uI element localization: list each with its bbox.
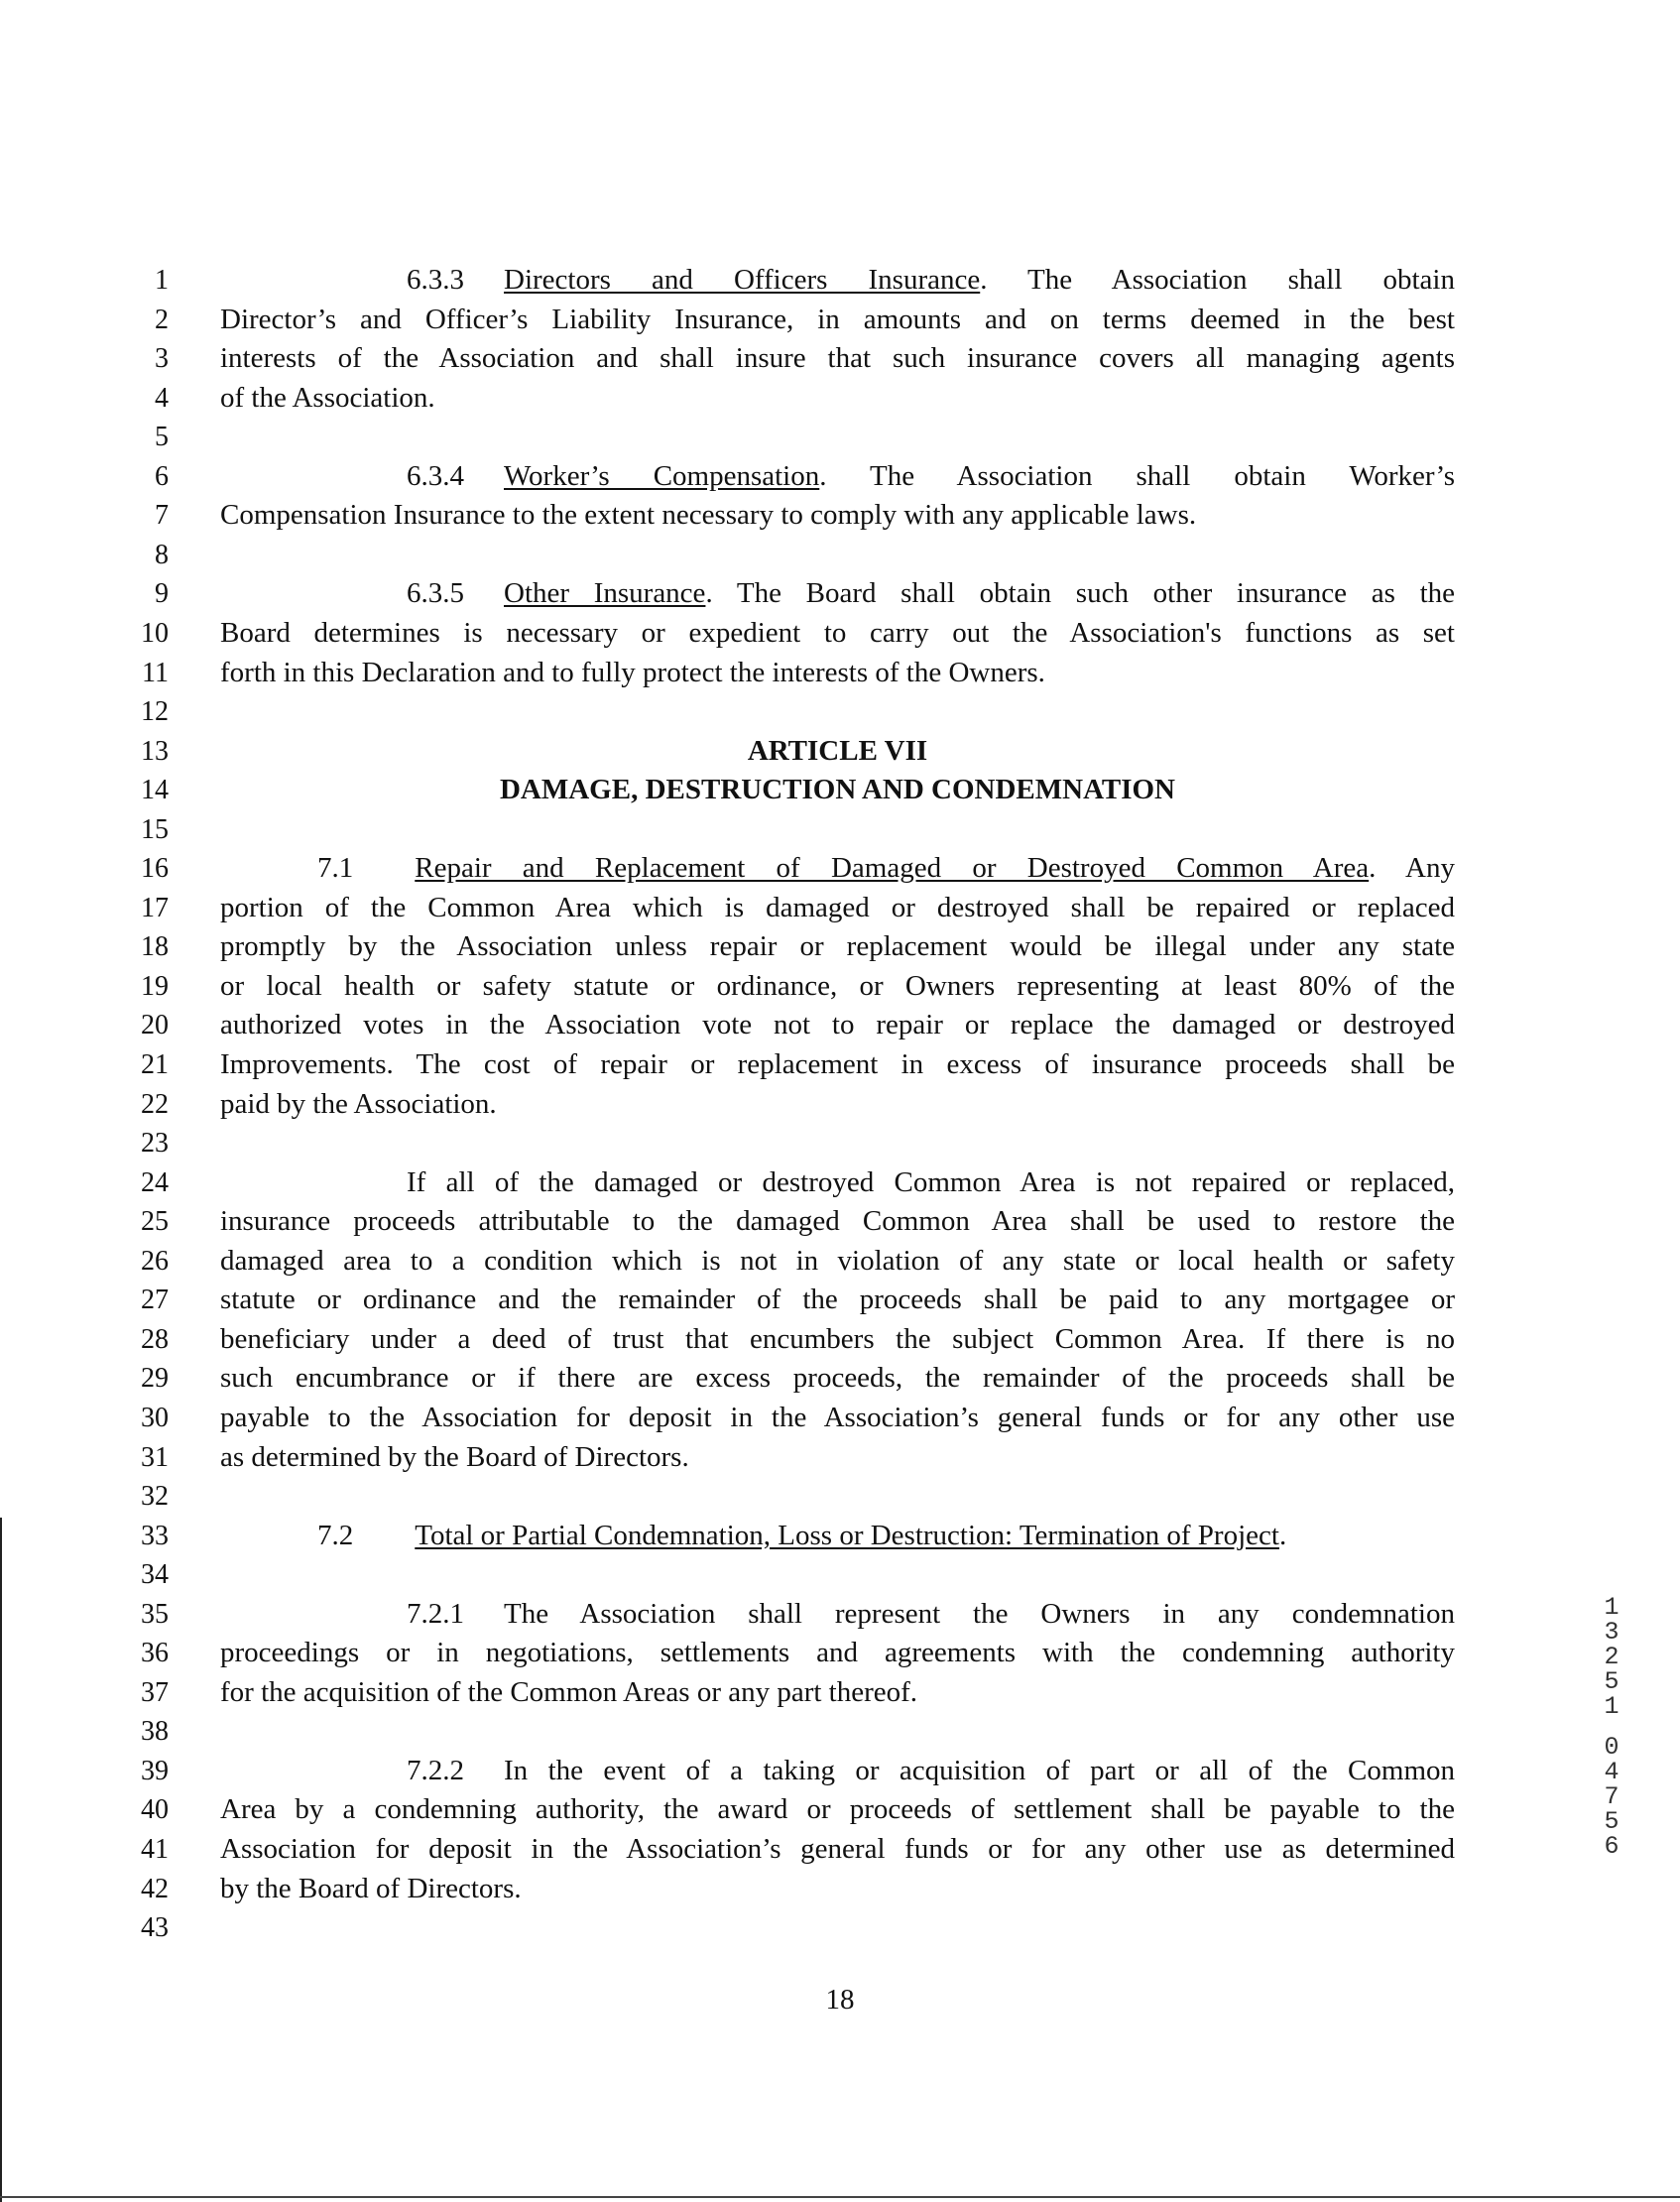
- line-number: 24: [141, 1167, 169, 1198]
- line-number: 6: [155, 461, 169, 492]
- text-run: by the Board of Directors.: [220, 1873, 522, 1904]
- line-number: 27: [141, 1284, 169, 1315]
- stamp-digit: 4: [1604, 1758, 1620, 1786]
- line-number: 21: [141, 1049, 169, 1080]
- text-run: Association for deposit in the Association’s general funds or for any other use as determined: [220, 1833, 1455, 1865]
- text-run: paid by the Association.: [220, 1088, 497, 1120]
- text-line: [220, 1085, 1455, 1125]
- text-run: . Any: [1369, 852, 1456, 884]
- text-run: . The Association shall obtain Worker’s: [819, 460, 1455, 492]
- line-number: 7: [155, 500, 169, 531]
- text-run: authorized votes in the Association vote not to repair or replace the damaged or destroyed: [220, 1009, 1455, 1040]
- text-run: Board determines is necessary or expedient to carry out the Association's functions as set: [220, 617, 1455, 649]
- text-run: payable to the Association for deposit in the Association’s general funds or for any other use: [220, 1402, 1455, 1433]
- recording-stamp: [1599, 1595, 1624, 1859]
- line-number: 17: [141, 893, 169, 923]
- line-number: 1: [155, 265, 169, 296]
- text-run: The Association shall represent the Owners in any condemnation: [504, 1598, 1455, 1630]
- line-number: 26: [141, 1246, 169, 1277]
- line-number: 3: [155, 343, 169, 374]
- stamp-digit: 1: [1604, 1593, 1620, 1622]
- text-line: [220, 301, 1455, 340]
- text-run: In the event of a taking or acquisition of part or all of the Common: [504, 1755, 1455, 1786]
- line-number: 40: [141, 1794, 169, 1825]
- line-number: 41: [141, 1834, 169, 1865]
- text-line: [220, 379, 1455, 419]
- text-run: 6.3.5: [407, 577, 464, 609]
- text-run: statute or ordinance and the remainder of the proceeds shall be paid to any mortgagee or: [220, 1284, 1455, 1315]
- text-run: 6.3.4: [407, 460, 464, 492]
- text-line: [220, 1242, 1455, 1282]
- text-line: [220, 261, 1455, 301]
- line-number: 33: [141, 1521, 169, 1551]
- text-run: portion of the Common Area which is damaged or destroyed shall be repaired or replaced: [220, 892, 1455, 923]
- line-number: 8: [155, 540, 169, 570]
- text-run: If all of the damaged or destroyed Common Area is not repaired or replaced,: [407, 1166, 1455, 1198]
- text-run: .: [1278, 1520, 1287, 1551]
- line-number: 19: [141, 971, 169, 1002]
- text-run: of the Association.: [220, 382, 435, 414]
- line-number: 37: [141, 1677, 169, 1708]
- text-run: 7.2: [317, 1520, 354, 1551]
- text-run: as determined by the Board of Directors.: [220, 1441, 689, 1473]
- stamp-digit: 6: [1604, 1832, 1620, 1861]
- text-line: [220, 1634, 1455, 1673]
- page-number: 18: [825, 1984, 855, 2016]
- line-number: 12: [141, 696, 169, 727]
- text-run: . The Board shall obtain such other insurance as the: [705, 577, 1455, 609]
- text-line: [220, 1752, 1455, 1791]
- section-title: Repair and Replacement of Damaged or Destroyed Common Area: [415, 852, 1370, 884]
- text-run: Compensation Insurance to the extent necessary to comply with any applicable laws.: [220, 499, 1197, 531]
- text-run: beneficiary under a deed of trust that encumbers the subject Common Area. If there is no: [220, 1323, 1455, 1355]
- text-line: [220, 1517, 1455, 1556]
- line-number: 20: [141, 1010, 169, 1040]
- line-number: 13: [141, 736, 169, 767]
- text-run: promptly by the Association unless repair or replacement would be illegal under any state: [220, 930, 1455, 962]
- text-line: [220, 1438, 1455, 1478]
- text-line: [220, 1359, 1455, 1399]
- text-run: 6.3.3: [407, 264, 464, 296]
- text-line: [220, 1830, 1455, 1870]
- line-number: 29: [141, 1363, 169, 1394]
- line-number: 42: [141, 1874, 169, 1904]
- line-number: 5: [155, 422, 169, 452]
- text-line: [220, 1595, 1455, 1635]
- stamp-digit: 7: [1604, 1782, 1620, 1811]
- stamp-digit: 5: [1604, 1807, 1620, 1836]
- article-heading: [220, 771, 1455, 810]
- text-run: Area by a condemning authority, the award or proceeds of settlement shall be payable to the: [220, 1793, 1455, 1825]
- article-heading: [220, 732, 1455, 772]
- text-run: interests of the Association and shall insure that such insurance covers all managing agents: [220, 342, 1455, 374]
- text-line: [220, 457, 1455, 497]
- text-run: for the acquisition of the Common Areas or any part thereof.: [220, 1676, 918, 1708]
- text-run: 7.2.1: [407, 1598, 464, 1630]
- text-run: proceedings or in negotiations, settlements and agreements with the condemning authority: [220, 1637, 1455, 1668]
- line-number: 38: [141, 1716, 169, 1747]
- line-number: 4: [155, 383, 169, 414]
- section-title: Total or Partial Condemnation, Loss or Destruction: Termination of Project: [415, 1520, 1279, 1551]
- text-run: such encumbrance or if there are excess proceeds, the remainder of the proceeds shall be: [220, 1362, 1455, 1394]
- line-number: 11: [142, 658, 169, 688]
- stamp-digit: 0: [1604, 1733, 1620, 1762]
- text-line: [220, 1006, 1455, 1045]
- text-run: damaged area to a condition which is not in violation of any state or local health or safety: [220, 1245, 1455, 1277]
- line-number: 14: [141, 775, 169, 805]
- scan-edge-left: [0, 1518, 2, 2202]
- line-number: 36: [141, 1638, 169, 1668]
- stamp-digit: 5: [1604, 1667, 1620, 1696]
- text-run: 7.1: [317, 852, 354, 884]
- text-line: [220, 967, 1455, 1007]
- text-run: Improvements. The cost of repair or replacement in excess of insurance proceeds shall be: [220, 1048, 1455, 1080]
- line-number: 9: [155, 578, 169, 609]
- section-title: Worker’s Compensation: [504, 460, 820, 492]
- text-run: DAMAGE, DESTRUCTION AND CONDEMNATION: [499, 774, 1175, 805]
- text-run: forth in this Declaration and to fully protect the interests of the Owners.: [220, 657, 1045, 688]
- line-number: 35: [141, 1599, 169, 1630]
- text-line: [220, 1163, 1455, 1203]
- line-number: 10: [141, 618, 169, 649]
- text-run: . The Association shall obtain: [980, 264, 1455, 296]
- line-number: 32: [141, 1481, 169, 1512]
- line-number: 25: [141, 1206, 169, 1237]
- text-line: [220, 1790, 1455, 1830]
- text-line: [220, 1870, 1455, 1909]
- line-number: 2: [155, 305, 169, 335]
- text-run: insurance proceeds attributable to the damaged Common Area shall be used to restore the: [220, 1205, 1455, 1237]
- stamp-digit: 3: [1604, 1618, 1620, 1647]
- text-line: [220, 1202, 1455, 1242]
- text-line: [220, 339, 1455, 379]
- text-line: [220, 654, 1455, 693]
- stamp-digit: 2: [1604, 1643, 1620, 1671]
- text-line: [220, 849, 1455, 889]
- text-line: [220, 889, 1455, 928]
- text-line: [220, 574, 1455, 614]
- text-line: [220, 1045, 1455, 1085]
- text-run: ARTICLE VII: [747, 735, 928, 767]
- text-line: [220, 1320, 1455, 1360]
- text-line: [220, 614, 1455, 654]
- stamp-digit: 1: [1604, 1692, 1620, 1721]
- text-line: [220, 1281, 1455, 1320]
- text-line: [220, 1673, 1455, 1713]
- text-run: or local health or safety statute or ordinance, or Owners representing at least 80% of the: [220, 970, 1455, 1002]
- scan-edge-bottom: [0, 2196, 1680, 2198]
- text-run: 7.2.2: [407, 1755, 464, 1786]
- section-title: Other Insurance: [504, 577, 706, 609]
- line-number: 28: [141, 1324, 169, 1355]
- text-line: [220, 1399, 1455, 1438]
- line-number: 31: [141, 1442, 169, 1473]
- line-number: 30: [141, 1403, 169, 1433]
- text-line: [220, 927, 1455, 967]
- line-number: 43: [141, 1912, 169, 1943]
- line-number: 23: [141, 1128, 169, 1159]
- section-title: Directors and Officers Insurance: [504, 264, 981, 296]
- text-run: Director’s and Officer’s Liability Insurance, in amounts and on terms deemed in the best: [220, 304, 1455, 335]
- line-number: 39: [141, 1756, 169, 1786]
- line-number: 34: [141, 1559, 169, 1590]
- line-number: 16: [141, 853, 169, 884]
- line-number: 18: [141, 931, 169, 962]
- line-number: 15: [141, 814, 169, 845]
- text-line: [220, 496, 1455, 536]
- line-number: 22: [141, 1089, 169, 1120]
